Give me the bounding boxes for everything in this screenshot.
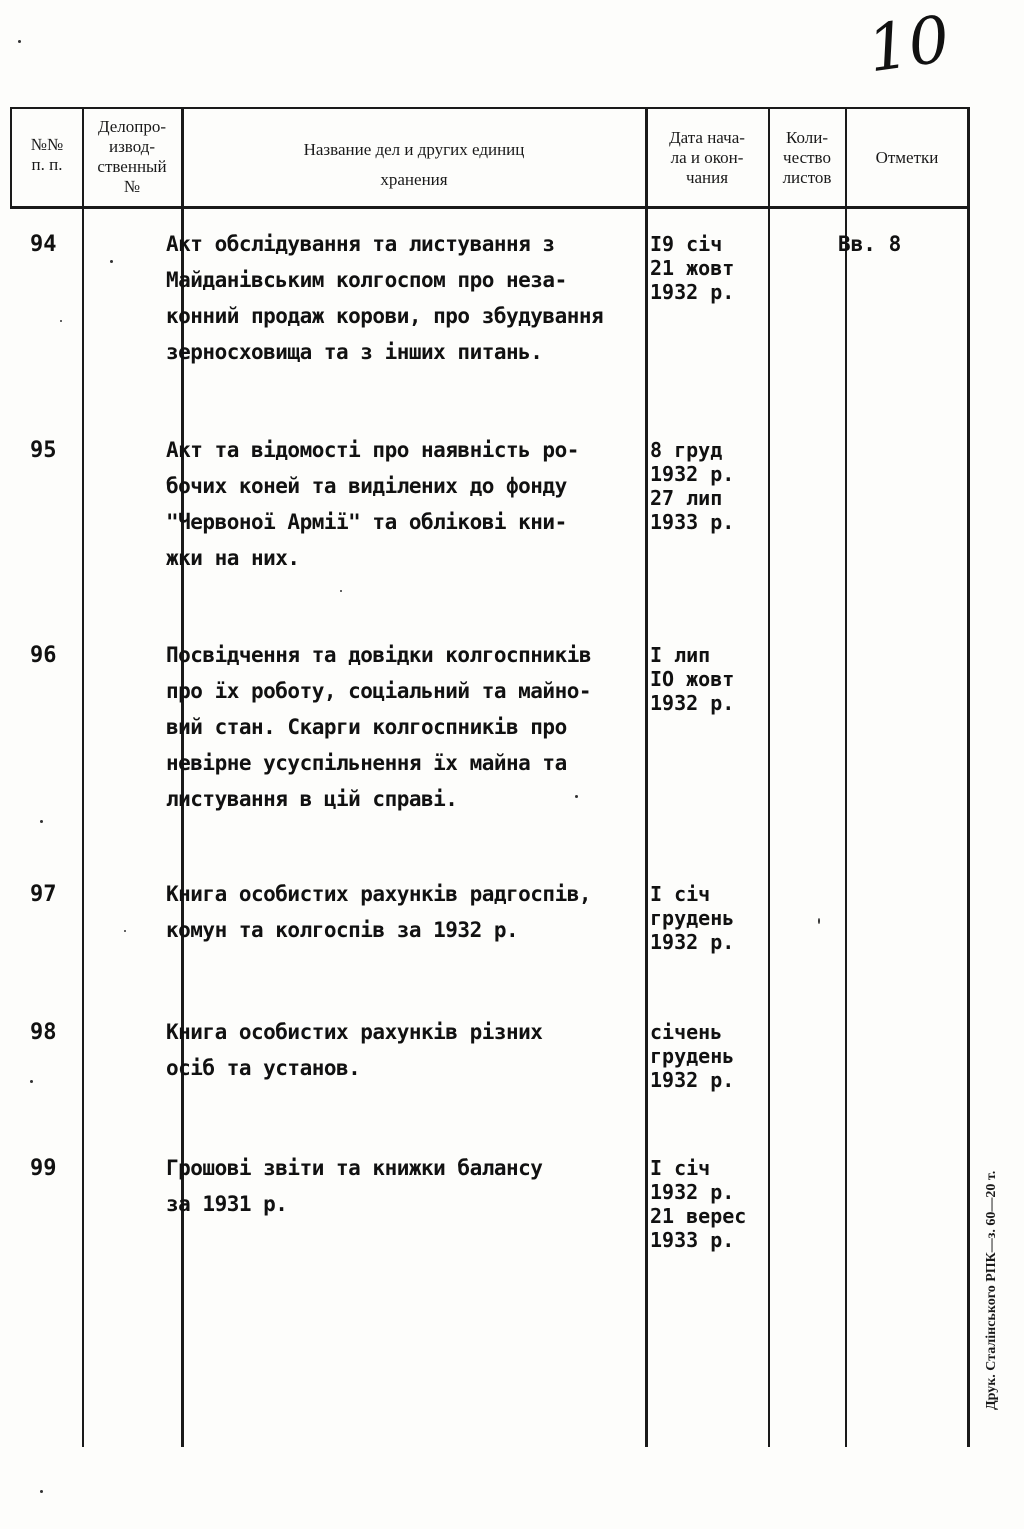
scan-speck [40,820,43,823]
row-number: 95 [30,438,57,463]
row-dates: I лип IO жовт 1932 р. [650,643,735,715]
scan-speck [818,918,820,924]
row-title: Книга особистих рахунків різних осіб та установ. [166,1020,543,1080]
row-title: Акт обслідування та листування з Майданівським колгоспом про неза- конний продаж корови, про збудування зерносховища та з інших питань. [166,232,604,364]
table-right-border [967,107,970,1447]
table-top-border [10,107,968,109]
header-notes: Отметки [875,148,939,167]
scan-speck [575,795,578,798]
row-title: Книга особистих рахунків радгоспів, комун та колгоспів за 1932 р. [166,882,592,942]
scan-speck [60,320,62,322]
scan-speck [30,1080,33,1083]
scan-speck [124,930,126,932]
row-number: 94 [30,232,57,257]
column-divider-4 [768,107,770,1447]
column-divider-5 [845,107,847,1447]
scan-speck [18,40,21,43]
scan-speck [110,260,113,263]
column-divider-1 [82,107,84,1447]
table-left-border [10,107,12,207]
row-dates: I січ 1932 р. 21 верес 1933 р. [650,1156,747,1252]
scan-speck [40,1490,43,1493]
row-number: 98 [30,1020,57,1045]
row-title: Грошові звіти та книжки балансу за 1931 р. [166,1156,543,1216]
row-dates: I січ грудень 1932 р. [650,882,735,954]
row-number: 96 [30,643,57,668]
row-note: Вв. 8 [838,232,902,256]
header-title: Название дел и других единиц хранения [303,140,525,189]
header-office-num: Делопро- извод- ственный № [97,117,167,196]
row-number: 99 [30,1156,57,1181]
row-dates: 8 груд 1932 р. 27 лип 1933 р. [650,438,735,534]
header-bottom-border [10,206,968,209]
scan-speck [340,590,342,592]
header-num: №№ п. п. [30,135,64,174]
printer-mark: Друк. Сталінського РПК—з. 60—20 т. [984,1170,999,1410]
row-dates: січень грудень 1932 р. [650,1020,735,1092]
row-dates: I9 січ 21 жовт 1932 р. [650,232,735,304]
header-dates: Дата нача- ла и окон- чания [669,128,745,187]
header-sheets: Коли- чество листов [782,128,832,187]
row-title: Акт та відомості про наявність ро- бочих коней та виділених до фонду "Червоної Армії" та облікові кни- жки на них. [166,438,579,570]
row-title: Посвідчення та довідки колгоспників про їх роботу, соціальний та майно- вий стан. Скарги колгоспників про невірне усуспільнення їх майна та листування в цій справі. [166,643,592,811]
page-number: 10 [863,2,955,88]
row-number: 97 [30,882,57,907]
